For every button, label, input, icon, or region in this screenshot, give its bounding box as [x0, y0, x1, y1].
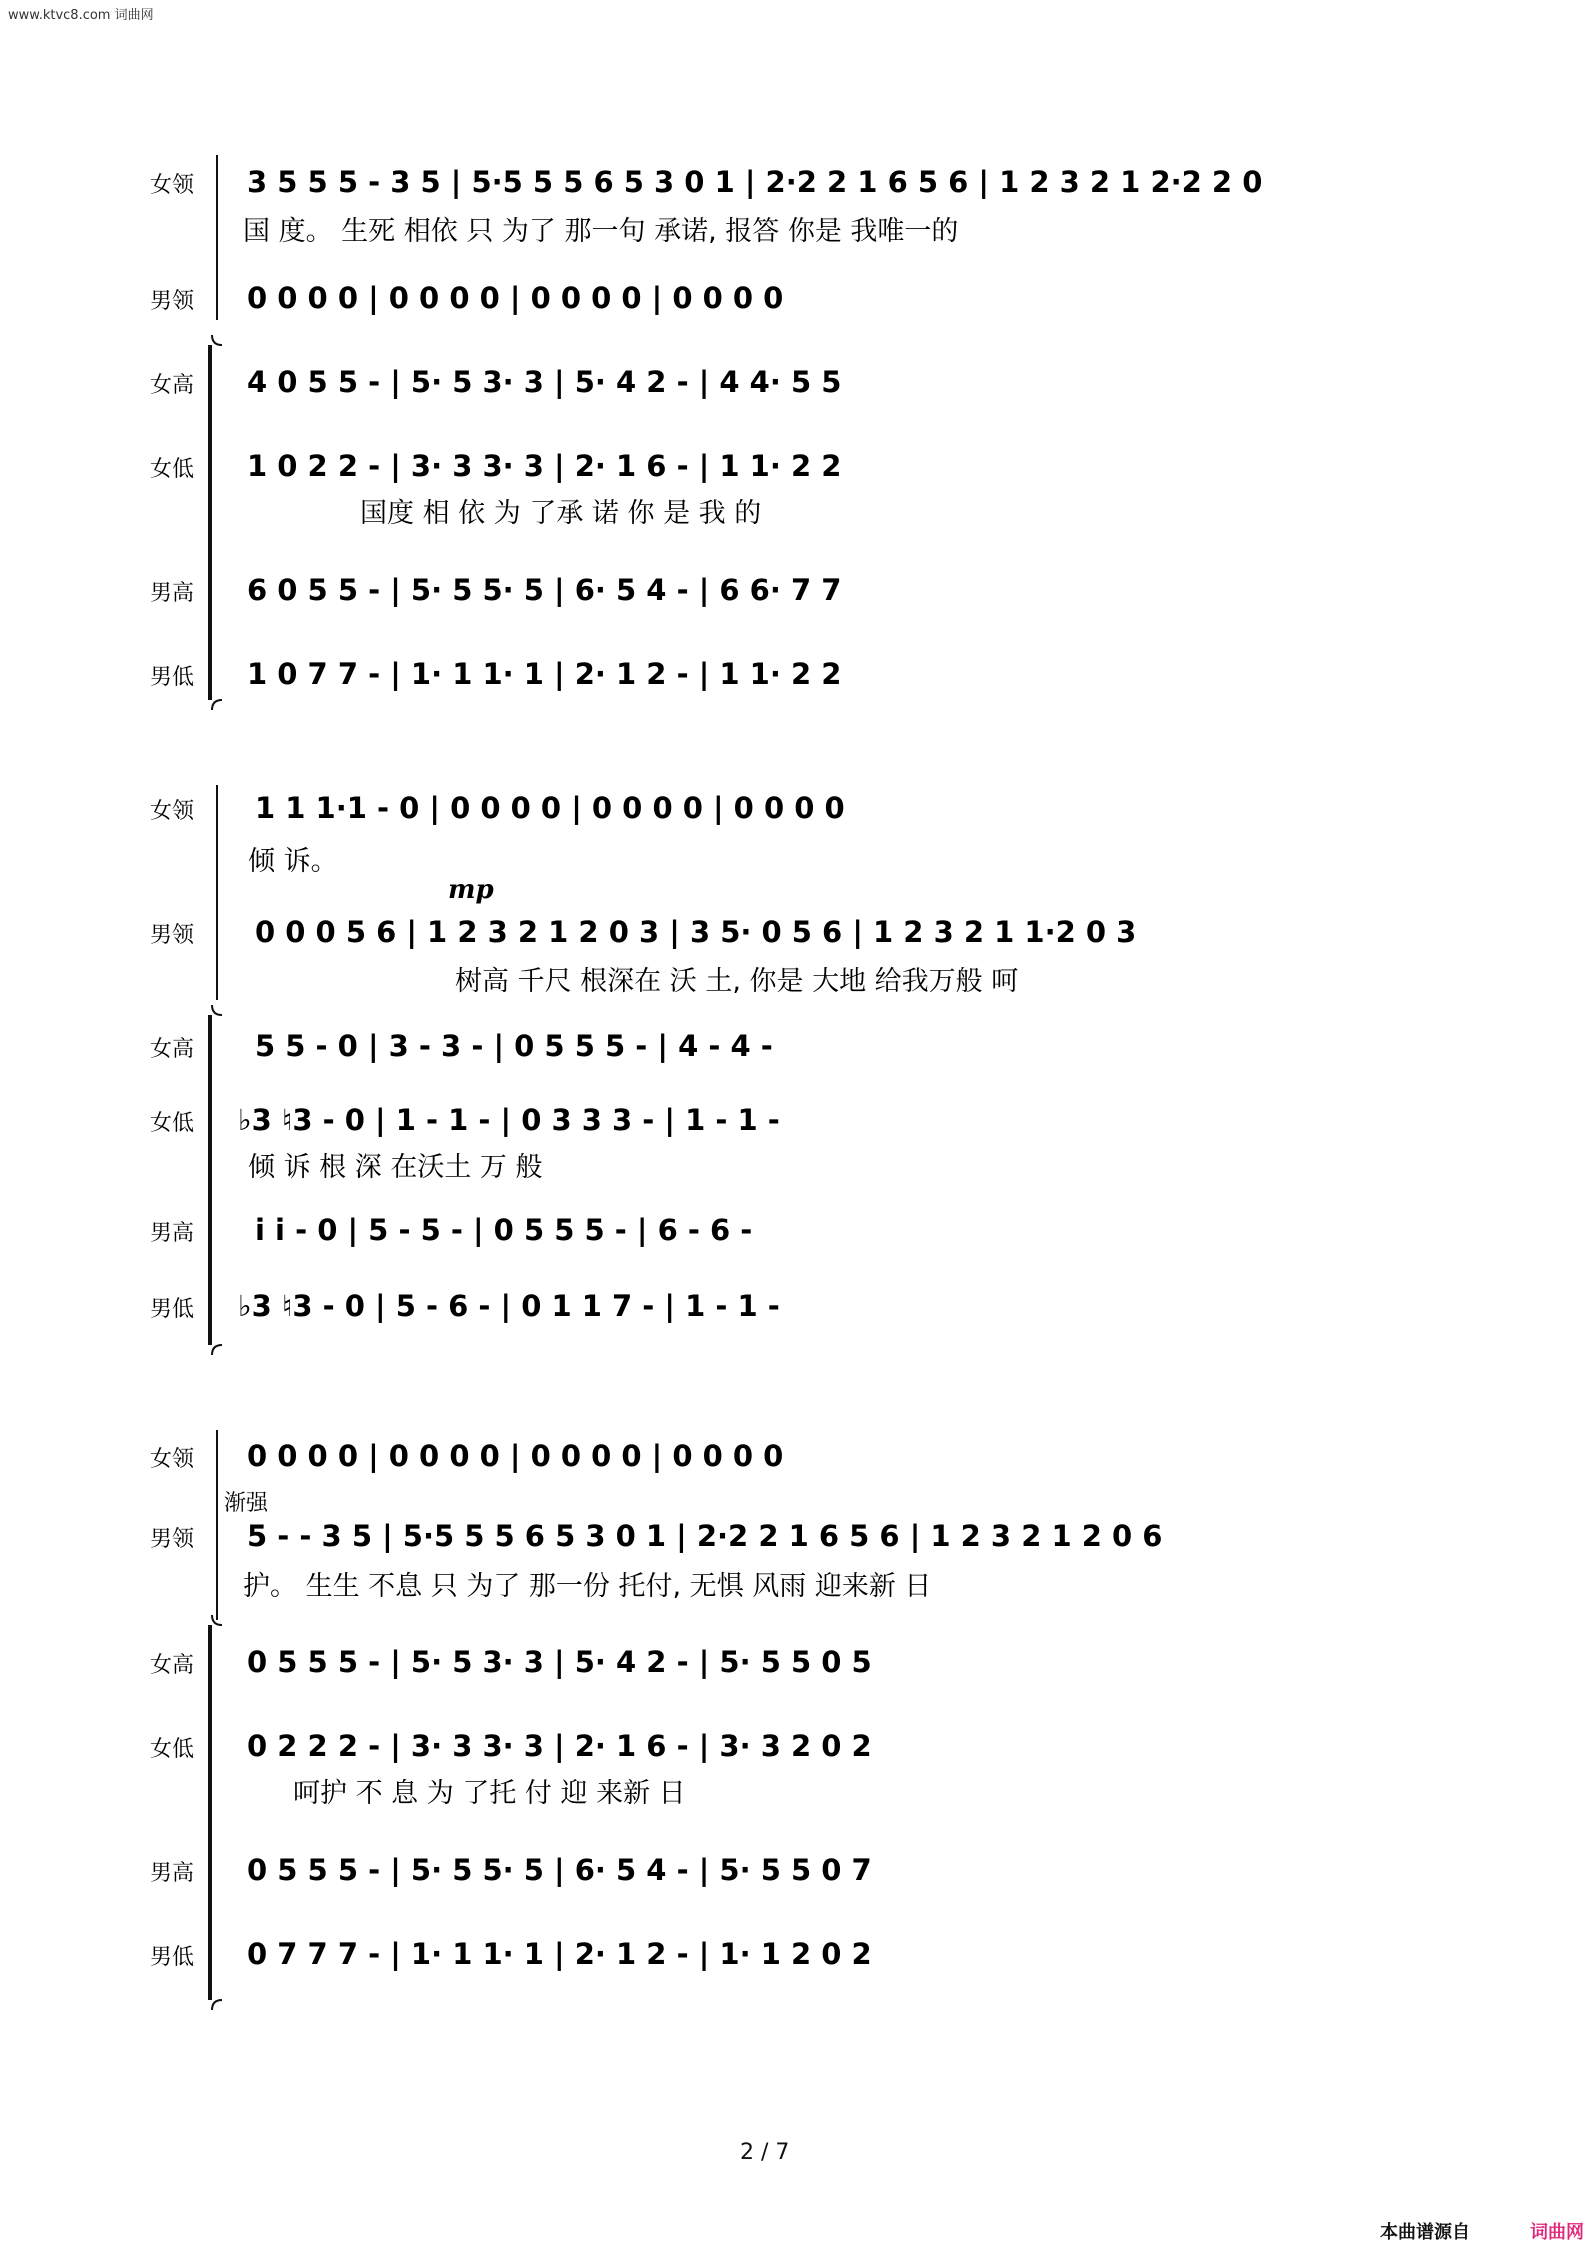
lyric-line: 倾 诉。 — [248, 846, 338, 877]
site-url: www.ktvc8.com 词曲网 — [8, 8, 154, 23]
part-label: 男领 — [150, 1527, 195, 1552]
notes-line: 6 0 5 5 - | 5· 5 5· 5 | 6· 5 4 - | 6 6· 7 7 — [247, 573, 842, 607]
part-label: 女领 — [150, 173, 195, 198]
notes-line: 4 0 5 5 - | 5· 5 3· 3 | 5· 4 2 - | 4 4· 5 5 — [247, 365, 842, 399]
lyric-line: 树高 千尺 根深在 沃 土, 你是 大地 给我万般 呵 — [455, 966, 1019, 997]
page-number: 2 / 7 — [740, 2140, 790, 2165]
part-label: 女领 — [150, 1447, 195, 1472]
notes-line: 0 0 0 0 | 0 0 0 0 | 0 0 0 0 | 0 0 0 0 — [247, 1439, 784, 1473]
notes-line: i i - 0 | 5 - 5 - | 0 5 5 5 - | 6 - 6 - — [255, 1213, 753, 1247]
part-label: 女高 — [150, 1037, 195, 1062]
part-label: 男领 — [150, 923, 195, 948]
crescendo-mark: 渐强 — [224, 1491, 269, 1516]
notes-line: 0 0 0 0 | 0 0 0 0 | 0 0 0 0 | 0 0 0 0 — [247, 281, 784, 315]
dynamics-mark: mp — [448, 875, 494, 905]
notes-line: 1 1 1·1 - 0 | 0 0 0 0 | 0 0 0 0 | 0 0 0 0 — [255, 791, 845, 825]
part-label: 男低 — [150, 1945, 195, 1970]
notes-line: 0 7 7 7 - | 1· 1 1· 1 | 2· 1 2 - | 1· 1 2 0 2 — [247, 1937, 872, 1971]
notes-line: 0 0 0 5 6 | 1 2 3 2 1 2 0 3 | 3 5· 0 5 6 | 1 2 3 2 1 1·2 0 3 — [255, 915, 1137, 949]
lyric-line: 倾 诉 根 深 在沃土 万 般 — [248, 1152, 543, 1183]
lyric-line: 呵护 不 息 为 了托 付 迎 来新 日 — [293, 1778, 686, 1809]
part-label: 女低 — [150, 457, 195, 482]
notes-line: 5 5 - 0 | 3 - 3 - | 0 5 5 5 - | 4 - 4 - — [255, 1029, 773, 1063]
part-label: 男低 — [150, 665, 195, 690]
part-label: 女领 — [150, 799, 195, 824]
part-label: 女高 — [150, 1653, 195, 1678]
notes-line: ♭3 ♮3 - 0 | 5 - 6 - | 0 1 1 7 - | 1 - 1 - — [238, 1289, 780, 1323]
notes-line: 1 0 7 7 - | 1· 1 1· 1 | 2· 1 2 - | 1 1· 2 2 — [247, 657, 842, 691]
notes-line: 0 2 2 2 - | 3· 3 3· 3 | 2· 1 6 - | 3· 3 2 0 2 — [247, 1729, 872, 1763]
part-label: 男领 — [150, 289, 195, 314]
lyric-line: 国 度。 生死 相依 只 为了 那一句 承诺, 报答 你是 我唯一的 — [243, 216, 959, 247]
notes-line: 0 5 5 5 - | 5· 5 3· 3 | 5· 4 2 - | 5· 5 5 0 5 — [247, 1645, 872, 1679]
part-label: 男高 — [150, 581, 195, 606]
part-label: 女低 — [150, 1111, 195, 1136]
notes-line: 3 5 5 5 - 3 5 | 5·5 5 5 6 5 3 0 1 | 2·2 2 1 6 5 6 | 1 2 3 2 1 2·2 2 0 — [247, 165, 1263, 199]
part-label: 男低 — [150, 1297, 195, 1322]
lyric-line: 护。 生生 不息 只 为了 那一份 托付, 无惧 风雨 迎来新 日 — [243, 1571, 932, 1602]
source-text: 本曲谱源自 — [1380, 2222, 1470, 2243]
notes-line: ♭3 ♮3 - 0 | 1 - 1 - | 0 3 3 3 - | 1 - 1 - — [238, 1103, 780, 1137]
system-3 — [150, 1430, 1162, 2010]
part-label: 男高 — [150, 1861, 195, 1886]
system-2 — [150, 785, 1136, 1355]
part-label: 女低 — [150, 1737, 195, 1762]
notes-line: 0 5 5 5 - | 5· 5 5· 5 | 6· 5 4 - | 5· 5 5 0 7 — [247, 1853, 872, 1887]
part-label: 男高 — [150, 1221, 195, 1246]
notes-line: 5 - - 3 5 | 5·5 5 5 6 5 3 0 1 | 2·2 2 1 6 5 6 | 1 2 3 2 1 2 0 6 — [247, 1519, 1163, 1553]
site-logo: 词曲网 — [1530, 2222, 1584, 2243]
lyric-line: 国度 相 依 为 了承 诺 你 是 我 的 — [360, 498, 762, 529]
notes-line: 1 0 2 2 - | 3· 3 3· 3 | 2· 1 6 - | 1 1· 2 2 — [247, 449, 842, 483]
part-label: 女高 — [150, 373, 195, 398]
system-1 — [150, 155, 1262, 710]
